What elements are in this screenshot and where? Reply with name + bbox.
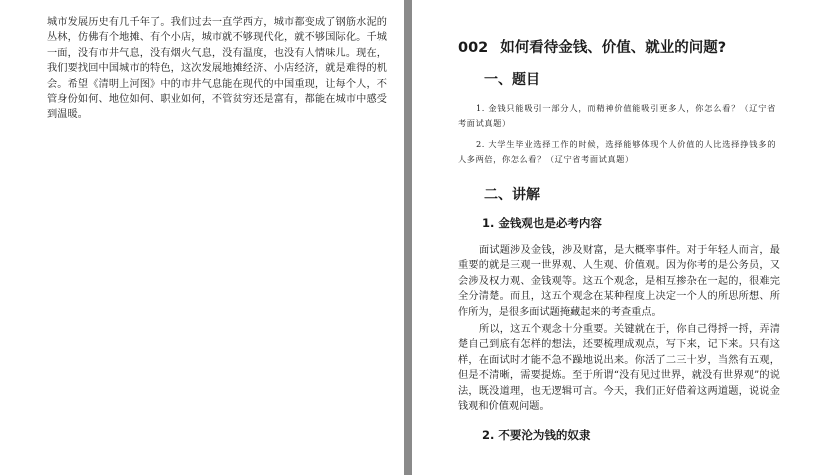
chapter-title [458, 36, 726, 57]
left-page [0, 0, 404, 475]
question-item: 2. 大学生毕业选择工作的时候，选择能够体现个人价值的人比选择挣钱多的人多两倍，你怎么看？（辽宁省考面试真题） [458, 139, 776, 164]
body-paragraph: 所以，这五个观念十分重要。关键就在于，你自己得捋一捋，弄清楚自己到底有怎样的想法，还要梳理成观点，写下来，记下来。只有这样，在面试时才能不急不躁地说出来。你活了二三十岁，当然有五观，但是不清晰，需要提炼。至于所谓“没有见过世界，就没有世界观”的说法，既没道理，也无逻辑可言。今天，我们正好借着这两道题，说说金钱观和价值观问题。 [458, 324, 780, 413]
body-paragraph: 面试题涉及金钱，涉及财富，是大概率事件。对于年轻人而言，最重要的就是三观一世界观、人生观、价值观。因为你考的是公务员，又会涉及权力观、金钱观等。这五个观念，是相互掺杂在一起的，很难完全分清楚。而且，这五个观念在某种程度上决定一个人的所思所想、所作所为，是很多面试题掩藏起来的考查重点。 [458, 245, 780, 318]
subsection-heading: 1. 金钱观也是必考内容 [482, 216, 602, 230]
subsection-heading: 2. 不要沦为钱的奴隶 [482, 428, 591, 442]
section-heading-topic: 一、题目 [484, 72, 540, 88]
chapter-number: 002 [458, 40, 489, 56]
page-gutter [404, 0, 412, 475]
question-item: 1. 金钱只能吸引一部分人，而精神价值能吸引更多人，你怎么看？（辽宁省考面试真题） [458, 103, 776, 128]
right-page [412, 0, 817, 475]
chapter-title-text: 如何看待金钱、价值、就业的问题? [500, 40, 727, 56]
left-page-paragraph: 城市发展历史有几千年了。我们过去一直学西方，城市都变成了钢筋水泥的丛林，仿佛有个地摊、有个小店，城市就不够现代化，就不够国际化。千城一面，没有市井气息，没有烟火气息，没有温度，也没有人情味儿。现在，我们要找回中国城市的特色，这次发展地摊经济、小店经济，就是难得的机会。希望《清明上河图》中的市井气息能在现代的中国重现，让每个人，不管身份如何、地位如何、职业如何，不管贫穷还是富有，都能在城市中感受到温暖。 [47, 17, 387, 121]
section-heading-explanation: 二、讲解 [484, 187, 540, 203]
